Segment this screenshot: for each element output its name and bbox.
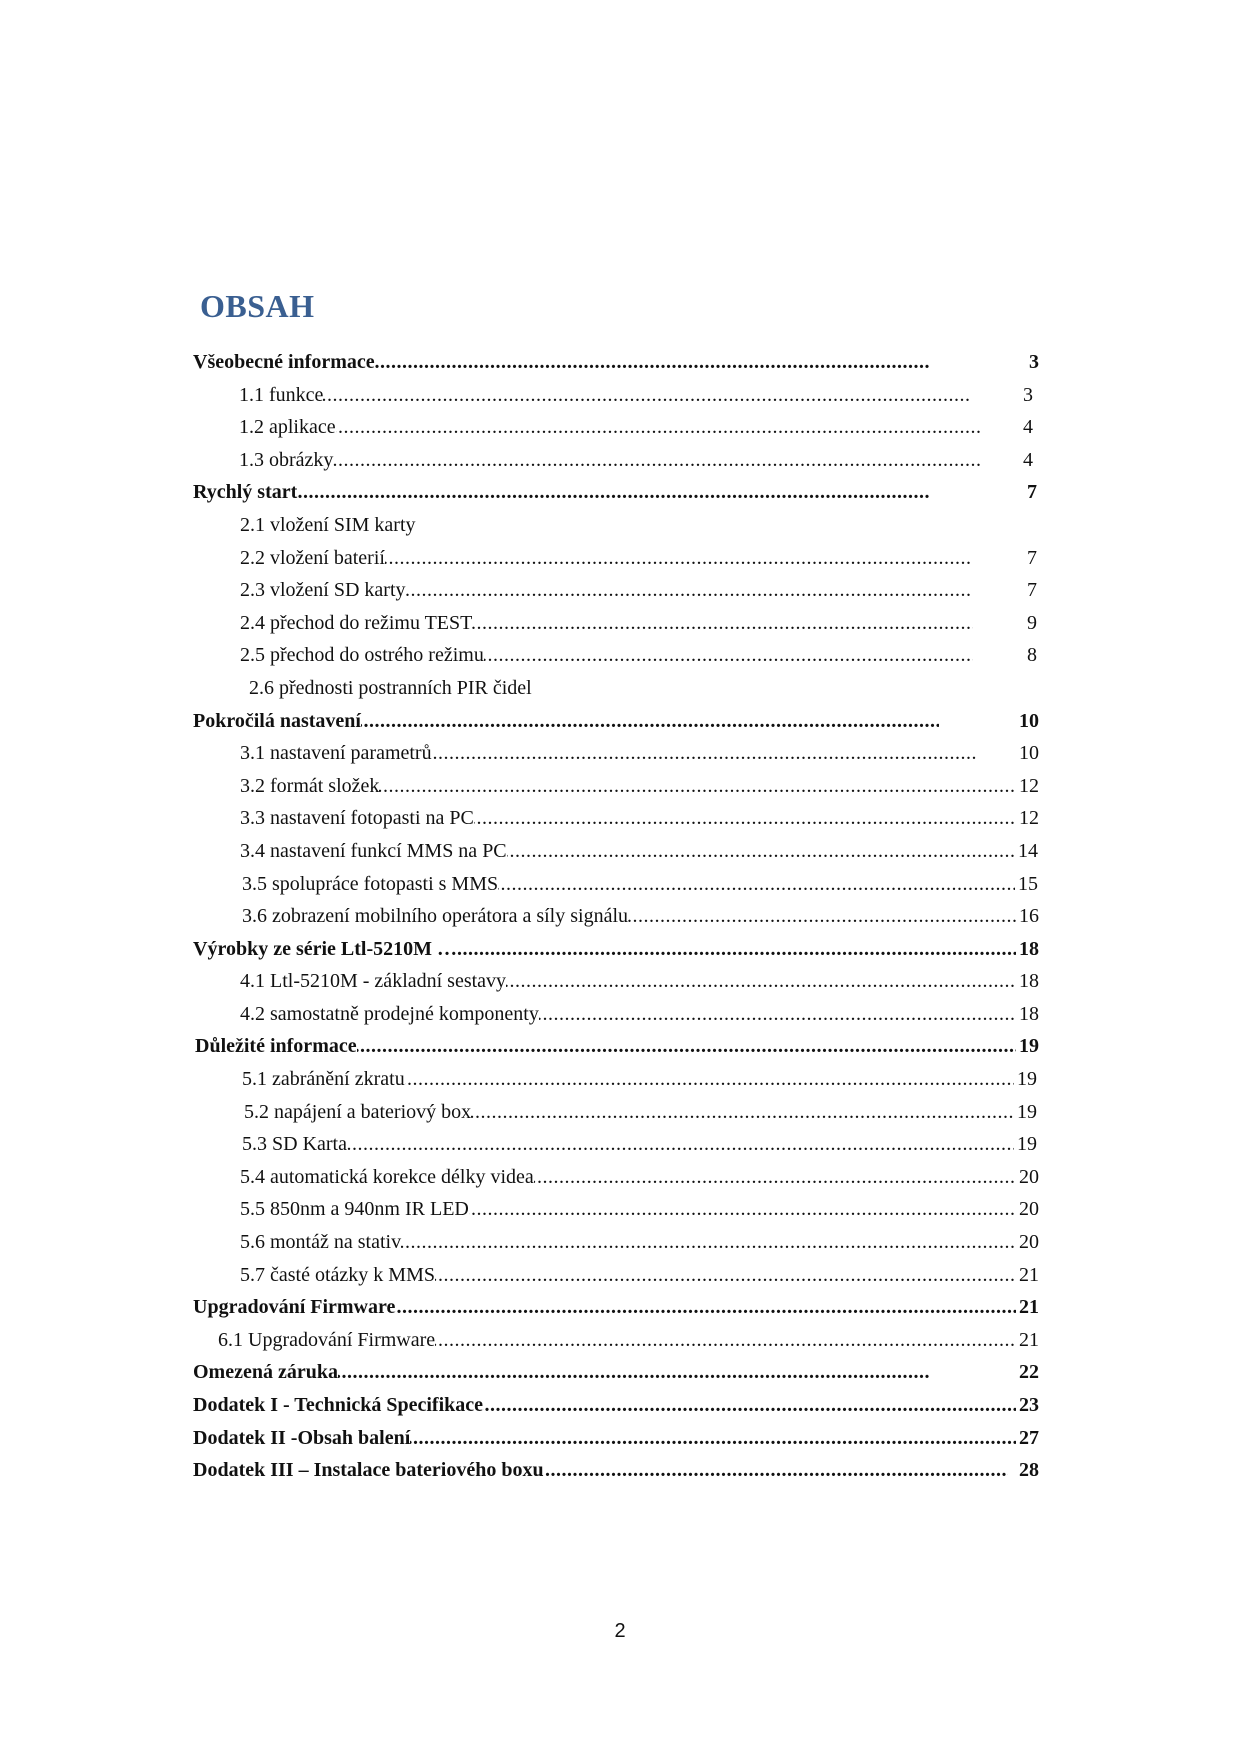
toc-entry-page: 15 xyxy=(1018,868,1038,901)
toc-entry[interactable] xyxy=(193,1161,1043,1194)
toc-title: OBSAH xyxy=(200,288,315,324)
toc-entry[interactable] xyxy=(193,379,1043,412)
toc-entry-label: 2.1 vložení SIM karty xyxy=(240,509,416,542)
toc-entry[interactable] xyxy=(193,802,1043,835)
toc-entry[interactable] xyxy=(193,1096,1043,1129)
toc-entry-label: 1.2 aplikace xyxy=(239,411,336,444)
toc-entry-page: 14 xyxy=(1018,835,1038,868)
toc-entry[interactable] xyxy=(193,1128,1043,1161)
toc-entry[interactable] xyxy=(193,1226,1043,1259)
toc-entry-label: Dodatek I - Technická Specifikace xyxy=(193,1389,483,1422)
toc-entry-page: 20 xyxy=(1019,1161,1039,1194)
toc-entry-page: 18 xyxy=(1019,933,1039,966)
toc-entry-label: 2.4 přechod do režimu TEST xyxy=(240,607,472,640)
toc-entry-page: 21 xyxy=(1019,1291,1039,1324)
toc-entry-label: Rychlý start xyxy=(193,476,297,509)
toc-entry[interactable] xyxy=(193,1291,1043,1324)
toc-entry-page: 19 xyxy=(1017,1063,1037,1096)
toc-entry-label: 2.3 vložení SD karty xyxy=(240,574,406,607)
toc-entry-page: 19 xyxy=(1017,1128,1037,1161)
toc-entry-page: 16 xyxy=(1019,900,1039,933)
toc-entry-label: 3.5 spolupráce fotopasti s MMS xyxy=(242,868,498,901)
toc-entry[interactable] xyxy=(193,965,1043,998)
toc-entry[interactable] xyxy=(193,346,1043,379)
toc-entry-page: 12 xyxy=(1019,770,1039,803)
toc-entry[interactable] xyxy=(193,411,1043,444)
toc-entry-page: 21 xyxy=(1019,1324,1039,1357)
toc-entry-page: 9 xyxy=(1027,607,1037,640)
toc-entry-page: 7 xyxy=(1027,476,1037,509)
toc-entry-page: 22 xyxy=(1019,1356,1039,1389)
toc-entry[interactable] xyxy=(193,1422,1043,1455)
toc-entry[interactable] xyxy=(193,933,1043,966)
toc-entry-label: 3.4 nastavení funkcí MMS na PC xyxy=(240,835,507,868)
toc-entry-label: Výrobky ze série Ltl-5210M … xyxy=(193,933,457,966)
toc-entry-label: 4.2 samostatně prodejné komponenty xyxy=(240,998,539,1031)
toc-entry[interactable] xyxy=(193,1259,1043,1292)
toc-entry-page: 18 xyxy=(1019,998,1039,1031)
toc-entry-label: 5.5 850nm a 940nm IR LED xyxy=(240,1193,469,1226)
toc-entry-label: 2.6 přednosti postranních PIR čidel xyxy=(249,672,532,705)
toc-entry[interactable] xyxy=(193,1030,1043,1063)
toc-entry-page: 27 xyxy=(1019,1422,1039,1455)
toc-entry[interactable] xyxy=(193,770,1043,803)
toc-entry[interactable] xyxy=(193,1063,1043,1096)
toc-entry-label: 5.4 automatická korekce délky videa xyxy=(240,1161,534,1194)
toc-entry-page: 23 xyxy=(1019,1389,1039,1422)
toc-entry[interactable] xyxy=(193,737,1043,770)
toc-entry[interactable] xyxy=(193,1389,1043,1422)
toc-entry-label: 1.3 obrázky xyxy=(239,444,333,477)
toc-entry-label: 2.5 přechod do ostrého režimu xyxy=(240,639,484,672)
toc-entry[interactable] xyxy=(193,1454,1043,1487)
toc-leader-dots xyxy=(239,411,980,444)
toc-entry-page: 4 xyxy=(1023,411,1033,444)
toc-entry[interactable] xyxy=(193,672,1043,705)
toc-entry-page: 19 xyxy=(1019,1030,1039,1063)
toc-leader-dots xyxy=(239,379,969,412)
toc-entry-label: Pokročilá nastavení xyxy=(193,705,361,738)
toc-leader-dots xyxy=(193,476,929,509)
toc-entry[interactable] xyxy=(193,1193,1043,1226)
toc-entry[interactable] xyxy=(193,607,1043,640)
toc-entry[interactable] xyxy=(193,998,1043,1031)
toc-entry-page: 10 xyxy=(1019,705,1039,738)
toc-entry-label: 5.6 montáž na stativ xyxy=(240,1226,401,1259)
toc-entry-label: 3.2 formát složek xyxy=(240,770,379,803)
toc-entry-label: 5.1 zabránění zkratu xyxy=(242,1063,405,1096)
toc-entry-label: Omezená záruka xyxy=(193,1356,338,1389)
toc-entry-label: 1.1 funkce xyxy=(239,379,323,412)
toc-entry[interactable] xyxy=(193,705,1043,738)
toc-entry[interactable] xyxy=(193,542,1043,575)
toc-entry-page: 10 xyxy=(1019,737,1039,770)
toc-entry-page: 7 xyxy=(1027,542,1037,575)
toc-entry-label: 4.1 Ltl-5210M - základní sestavy xyxy=(240,965,506,998)
toc-entry[interactable] xyxy=(193,868,1043,901)
toc-entry-page: 21 xyxy=(1019,1259,1039,1292)
toc-entry[interactable] xyxy=(193,1324,1043,1357)
toc-entry-label: 3.6 zobrazení mobilního operátora a síly signálu xyxy=(242,900,628,933)
toc-entry-page: 19 xyxy=(1017,1096,1037,1129)
toc-entry-label: 3.3 nastavení fotopasti na PC xyxy=(240,802,474,835)
toc-entry[interactable] xyxy=(193,1356,1043,1389)
toc-entry-page: 18 xyxy=(1019,965,1039,998)
toc-leader-dots xyxy=(239,444,980,477)
toc-leader-dots xyxy=(242,1128,1014,1161)
toc-entry-page: 3 xyxy=(1029,346,1039,379)
toc-entry-label: 5.7 časté otázky k MMS xyxy=(240,1259,435,1292)
table-of-contents xyxy=(193,346,1043,1487)
toc-entry-label: 2.2 vložení baterií xyxy=(240,542,385,575)
toc-entry[interactable] xyxy=(193,444,1043,477)
toc-entry-label: 6.1 Upgradování Firmware xyxy=(218,1324,435,1357)
toc-entry-label: Dodatek II -Obsah balení xyxy=(193,1422,410,1455)
toc-entry[interactable] xyxy=(193,476,1043,509)
toc-entry[interactable] xyxy=(193,835,1043,868)
toc-entry-label: 5.3 SD Karta xyxy=(242,1128,347,1161)
toc-entry-page: 20 xyxy=(1019,1193,1039,1226)
toc-entry-label: Všeobecné informace xyxy=(193,346,375,379)
toc-entry-page: 4 xyxy=(1023,444,1033,477)
toc-entry-label: 3.1 nastavení parametrů xyxy=(240,737,432,770)
toc-entry[interactable] xyxy=(193,900,1043,933)
toc-entry[interactable] xyxy=(193,509,1043,542)
toc-entry-page: 8 xyxy=(1027,639,1037,672)
toc-entry[interactable] xyxy=(193,574,1043,607)
toc-entry-page: 20 xyxy=(1019,1226,1039,1259)
toc-entry[interactable] xyxy=(193,639,1043,672)
toc-entry-page: 12 xyxy=(1019,802,1039,835)
toc-entry-label: Dodatek III – Instalace bateriového boxu xyxy=(193,1454,544,1487)
toc-entry-label: Důležité informace xyxy=(195,1030,357,1063)
page-number: 2 xyxy=(614,1620,626,1642)
toc-entry-page: 28 xyxy=(1019,1454,1039,1487)
toc-entry-label: 5.2 napájení a bateriový box xyxy=(244,1096,471,1129)
toc-entry-page: 3 xyxy=(1023,379,1033,412)
toc-entry-label: Upgradování Firmware xyxy=(193,1291,395,1324)
toc-entry-page: 7 xyxy=(1027,574,1037,607)
